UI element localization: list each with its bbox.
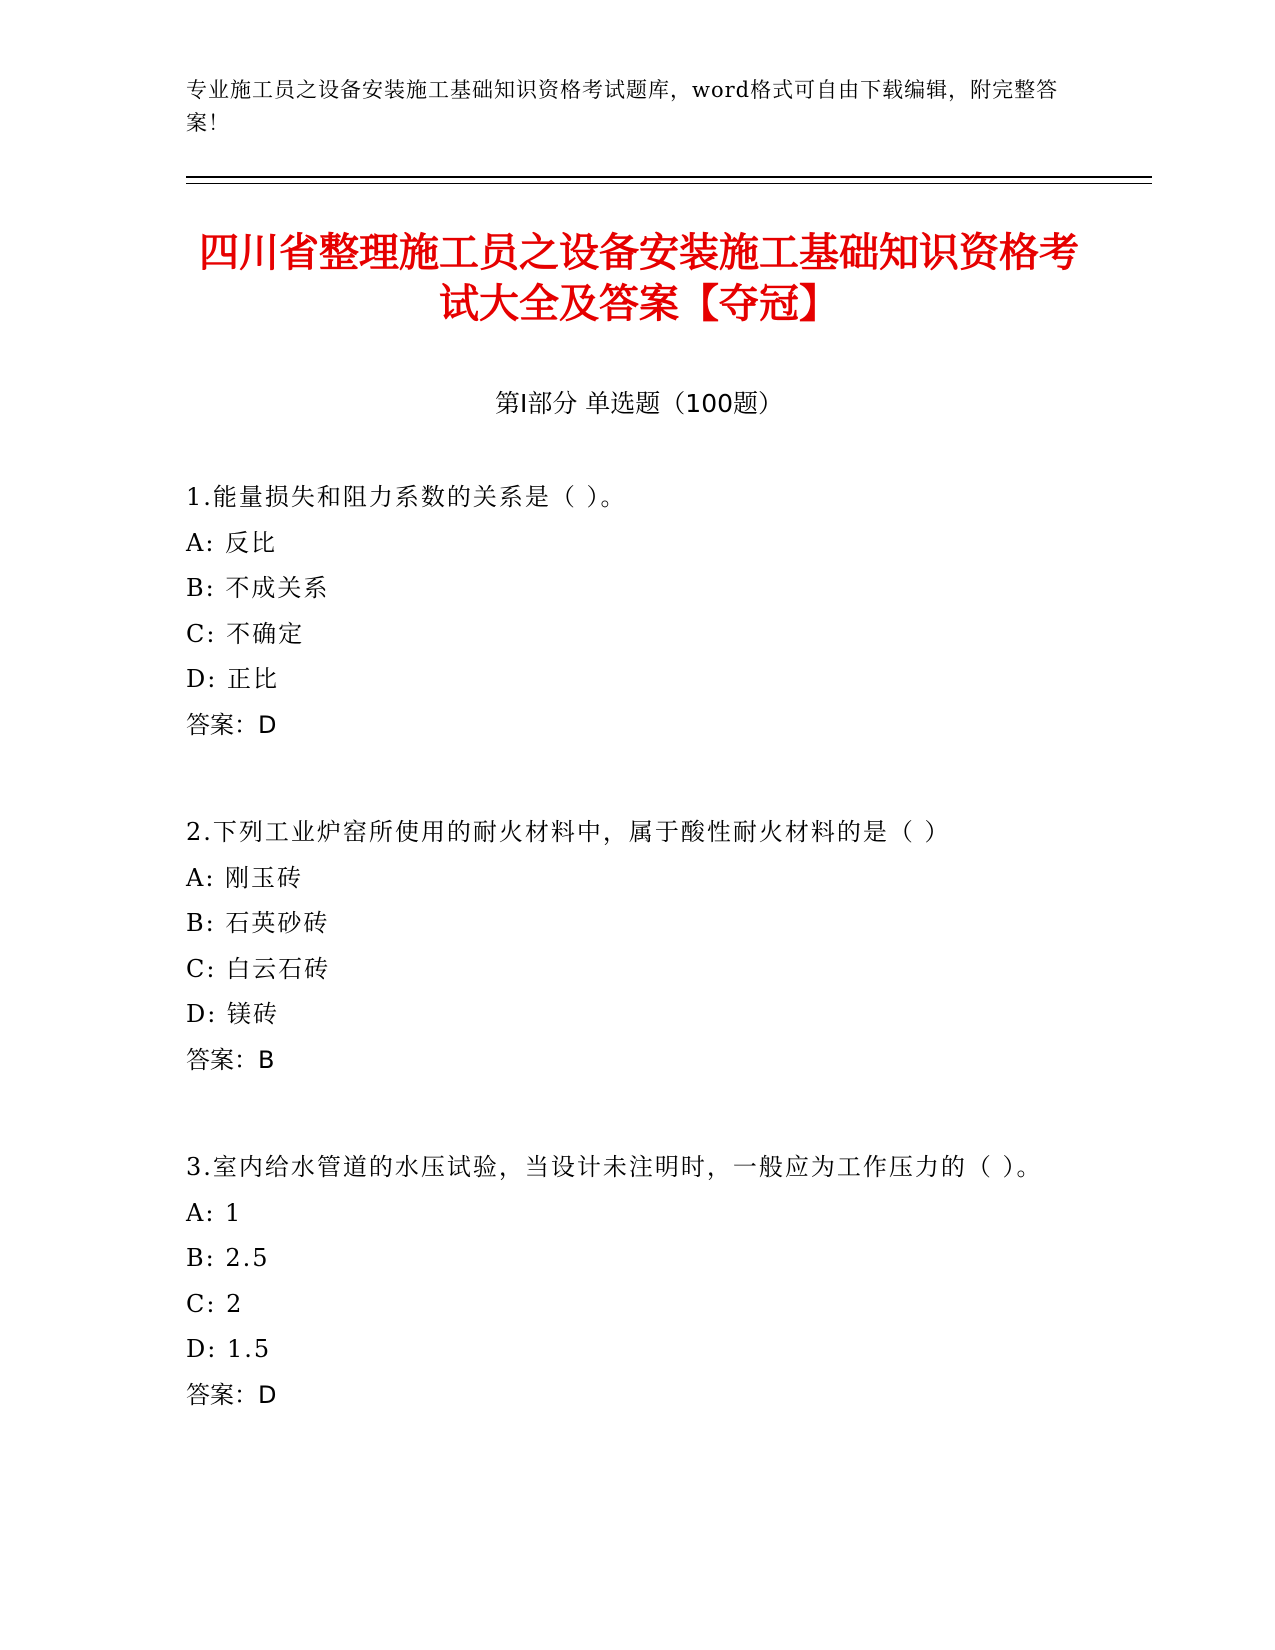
option-b: B: 2.5 bbox=[186, 1244, 270, 1272]
header-note: 专业施工员之设备安装施工基础知识资格考试题库，word格式可自由下载编辑，附完整答案！ bbox=[186, 78, 1059, 135]
option-d: D: 镁砖 bbox=[186, 1000, 279, 1028]
question-stem: 2.下列工业炉窑所使用的耐火材料中，属于酸性耐火材料的是（ ） bbox=[186, 818, 951, 846]
option-a: A: 反比 bbox=[186, 528, 278, 557]
answer-line: 答案：D bbox=[186, 1380, 277, 1409]
option-b: B: 石英砂砖 bbox=[186, 909, 330, 937]
option-a: A: 1 bbox=[186, 1198, 243, 1227]
answer-line: 答案：B bbox=[186, 1045, 275, 1074]
option-c: C: 白云石砖 bbox=[186, 954, 331, 983]
question-item-1 bbox=[186, 475, 1092, 748]
option-d: D: 正比 bbox=[186, 665, 279, 693]
option-d: D: 1.5 bbox=[186, 1335, 272, 1363]
option-a: A: 刚玉砖 bbox=[186, 863, 304, 892]
header-rule-thick bbox=[186, 176, 1152, 178]
option-c: C: 不确定 bbox=[186, 619, 305, 648]
question-list bbox=[186, 475, 1092, 1480]
option-b: B: 不成关系 bbox=[186, 574, 330, 602]
question-stem: 3.室内给水管道的水压试验，当设计未注明时，一般应为工作压力的（ ）。 bbox=[186, 1153, 1043, 1181]
answer-line: 答案：D bbox=[186, 710, 277, 739]
option-c: C: 2 bbox=[186, 1289, 244, 1318]
header-rule-thin bbox=[186, 183, 1152, 184]
question-item-2 bbox=[186, 810, 1092, 1083]
question-stem: 1.能量损失和阻力系数的关系是（ ）。 bbox=[186, 483, 627, 511]
section-heading: 第Ⅰ部分 单选题（100题） bbox=[494, 389, 784, 418]
question-item-3 bbox=[186, 1145, 1092, 1418]
document-title: 四川省整理施工员之设备安装施工基础知识资格考试大全及答案【夺冠】 bbox=[199, 230, 1079, 327]
